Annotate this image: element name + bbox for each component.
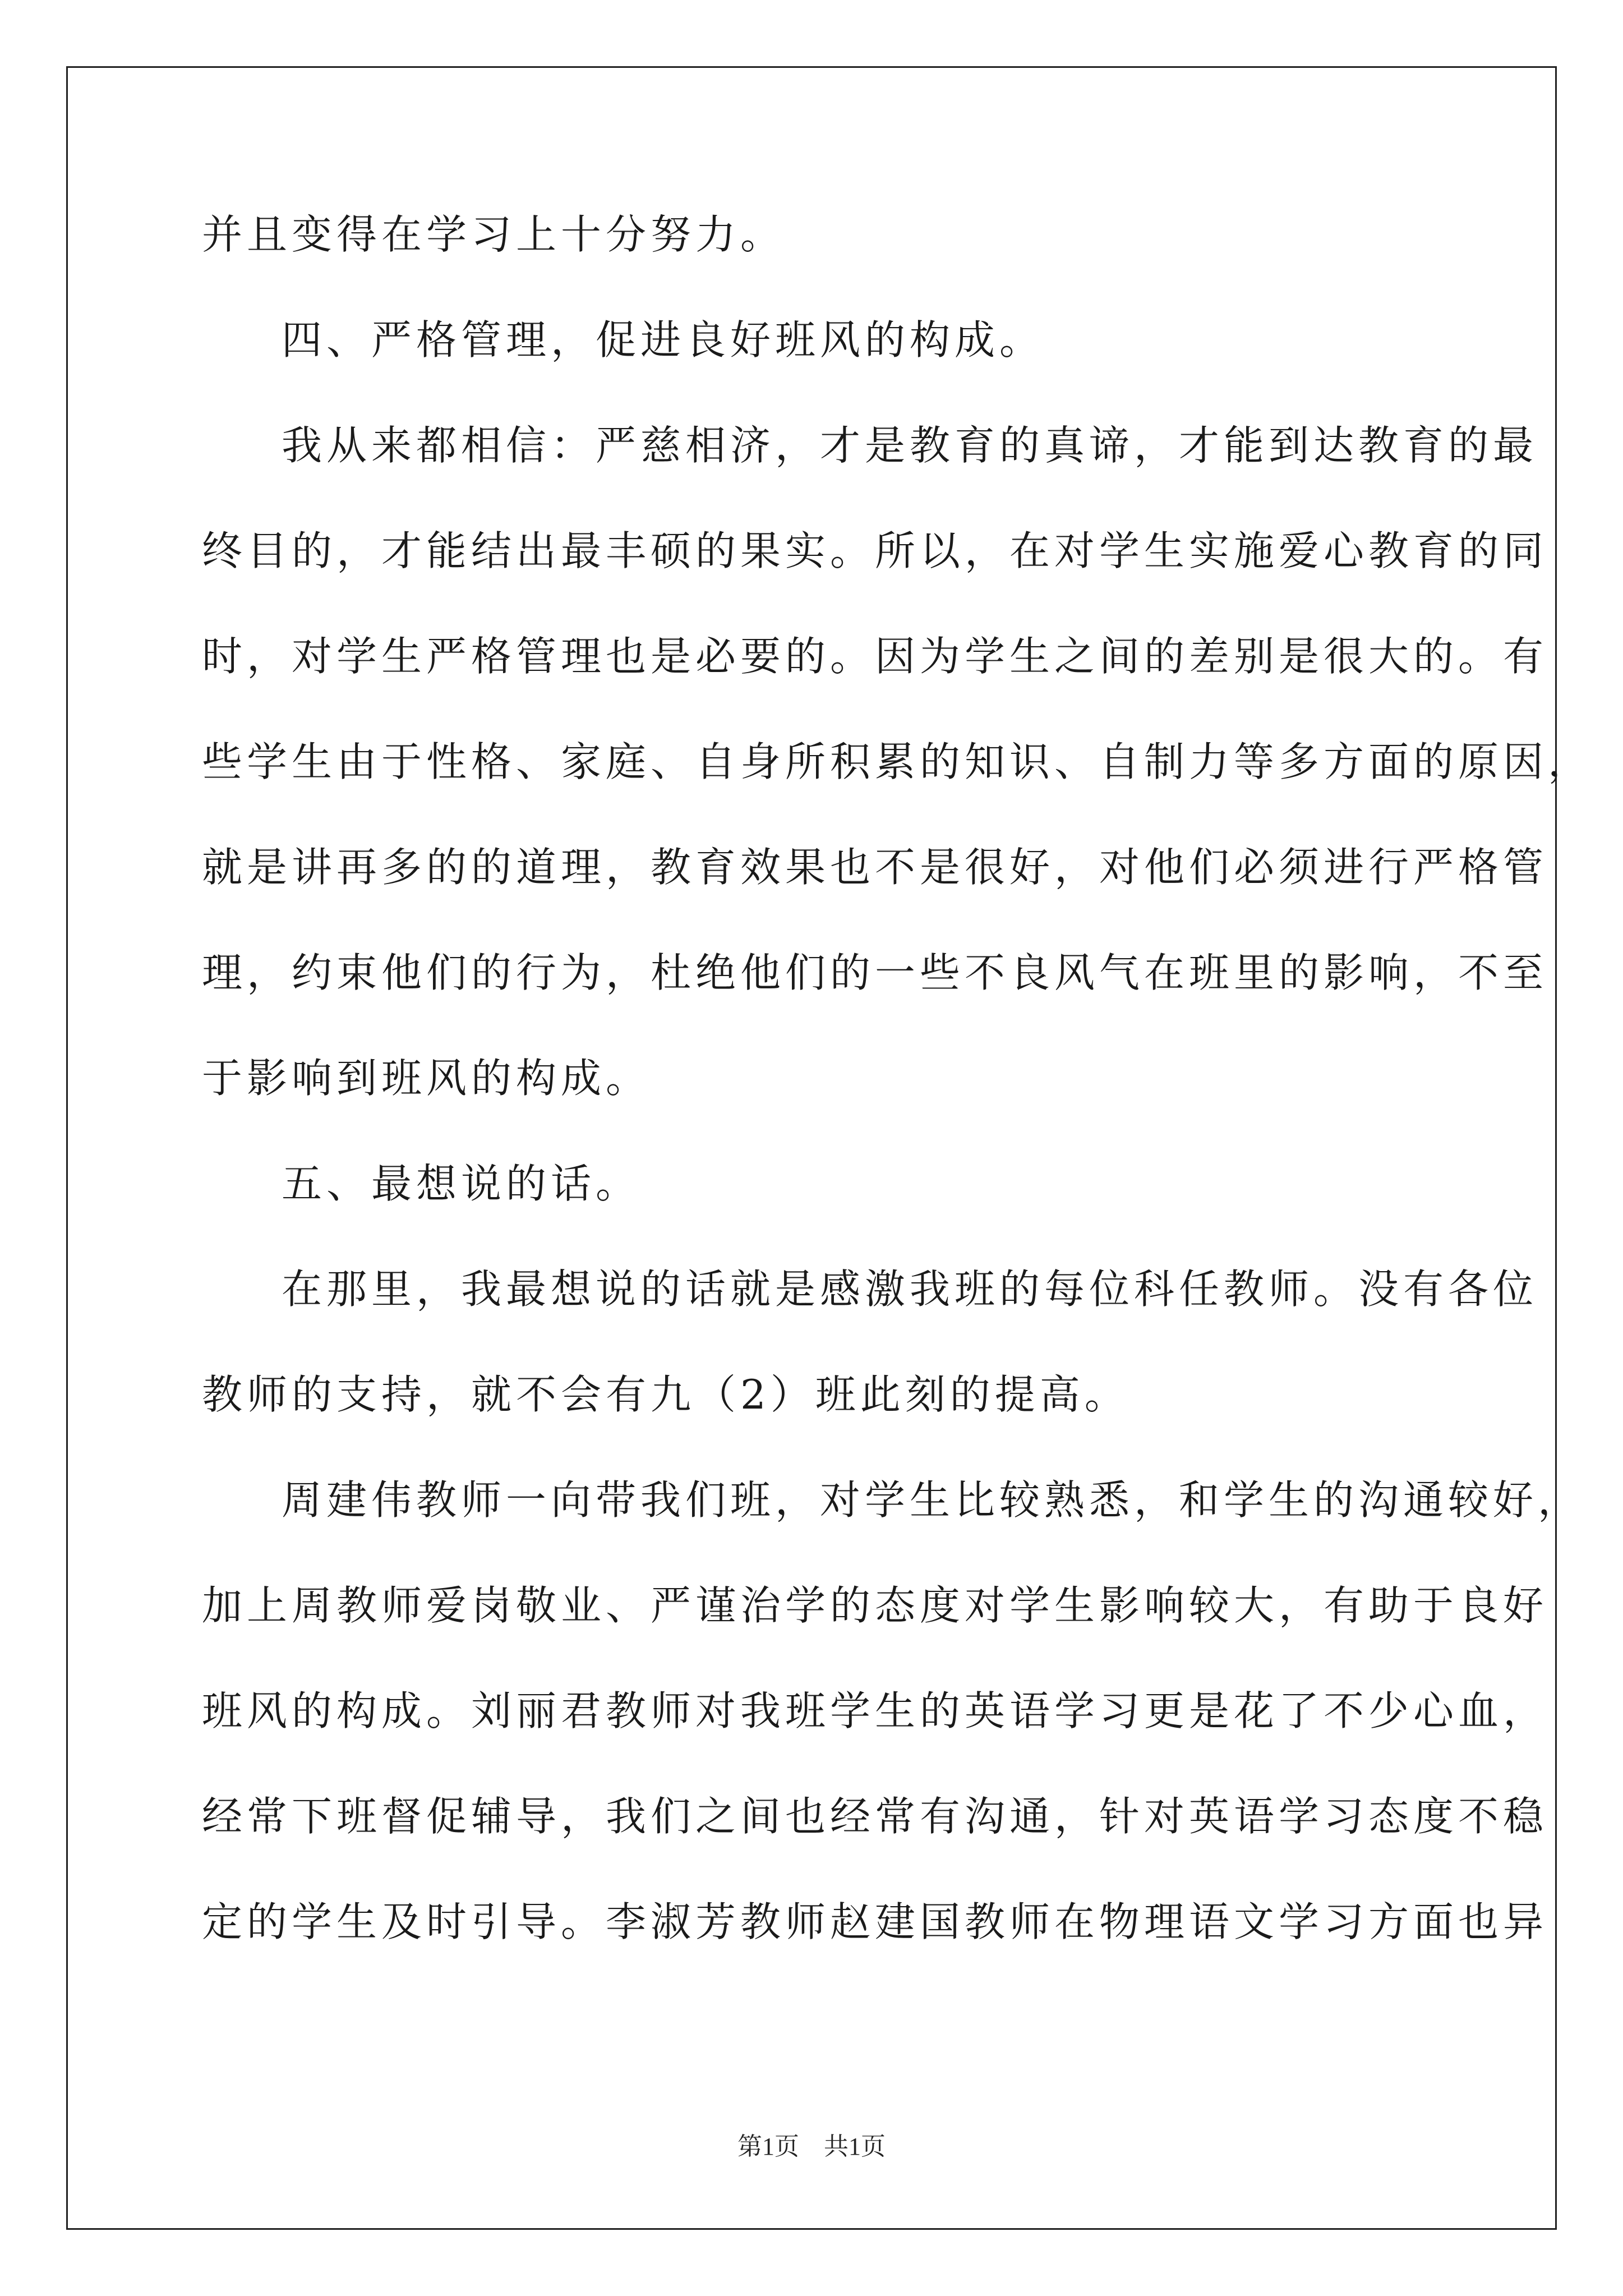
text-line-7: 就是讲再多的的道理，教育效果也不是很好，对他们必须进行严格管: [202, 844, 1548, 891]
text-line-17: 定的学生及时引导。李淑芳教师赵建国教师在物理语文学习方面也异: [202, 1898, 1548, 1945]
page-number-footer: 第1页 共1页: [737, 2133, 886, 2160]
text-line-8: 理，约束他们的行为，杜绝他们的一些不良风气在班里的影响，不至: [202, 949, 1548, 996]
text-line-16: 经常下班督促辅导，我们之间也经常有沟通，针对英语学习态度不稳: [202, 1793, 1548, 1840]
text-line-11: 在那里，我最想说的话就是感激我班的每位科任教师。没有各位: [282, 1266, 1538, 1313]
text-line-15: 班风的构成。刘丽君教师对我班学生的英语学习更是花了不少心血，: [202, 1687, 1548, 1734]
text-line-12: 教师的支持，就不会有九（2）班此刻的提高。: [202, 1371, 1129, 1418]
heading-section-4: 四、严格管理，促进良好班风的构成。: [282, 316, 1045, 364]
text-line-14: 加上周教师爱岗敬业、严谨治学的态度对学生影响较大，有助于良好: [202, 1582, 1548, 1629]
heading-section-5: 五、最想说的话。: [282, 1160, 641, 1207]
text-line-1: 并且变得在学习上十分努力。: [202, 211, 786, 258]
text-line-13: 周建伟教师一向带我们班，对学生比较熟悉，和学生的沟通较好，: [282, 1476, 1583, 1524]
text-line-3: 我从来都相信：严慈相济，才是教育的真谛，才能到达教育的最: [282, 422, 1538, 469]
text-line-9: 于影响到班风的构成。: [202, 1055, 651, 1102]
text-line-5: 时，对学生严格管理也是必要的。因为学生之间的差别是很大的。有: [202, 633, 1548, 680]
text-line-6: 些学生由于性格、家庭、自身所积累的知识、自制力等多方面的原因，: [202, 738, 1593, 785]
text-line-4: 终目的，才能结出最丰硕的果实。所以，在对学生实施爱心教育的同: [202, 527, 1548, 574]
